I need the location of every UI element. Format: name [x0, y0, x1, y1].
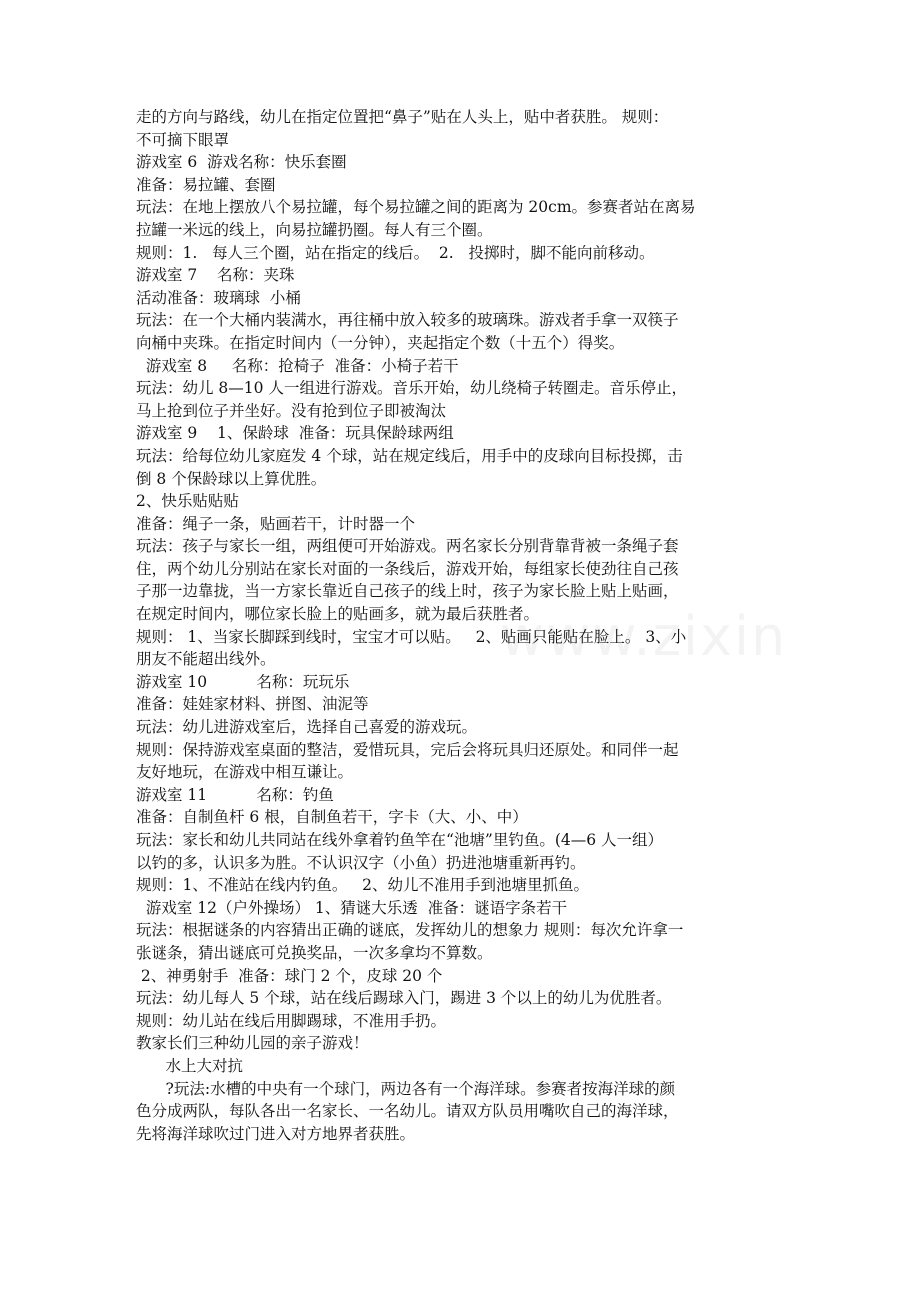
text-line: 规则：幼儿站在线后用脚踢球，不准用手扔。 — [136, 1011, 447, 1030]
text-line: 规则：保持游戏室桌面的整洁，爱惜玩具，完后会将玩具归还原处。和同伴一起 — [136, 740, 679, 759]
text-line: 规则：1、不准站在线内钓鱼。 2、幼儿不准用手到池塘里抓鱼。 — [136, 876, 590, 895]
text-line: 准备：娃娃家材料、拼图、油泥等 — [136, 695, 369, 714]
text-line: 友好地玩，在游戏中相互谦让。 — [136, 763, 354, 782]
text-line: 玩法：幼儿 8—10 人一组进行游戏。音乐开始，幼儿绕椅子转圈走。音乐停止， — [136, 379, 687, 398]
text-line: 游戏室 11 名称：钓鱼 — [136, 785, 334, 804]
text-line: 游戏室 10 名称：玩玩乐 — [136, 672, 350, 691]
text-line: 游戏室 6 游戏名称：快乐套圈 — [136, 153, 347, 172]
text-line: 先将海洋球吹过门进入对方地界者获胜。 — [136, 1124, 416, 1143]
text-line: 教家长们三种幼儿园的亲子游戏！ — [136, 1034, 369, 1053]
text-line: 玩法：在地上摆放八个易拉罐，每个易拉罐之间的距离为 20cm。参赛者站在离易 — [136, 198, 696, 217]
text-line: 以钓的多，认识多为胜。不认识汉字（小鱼）扔进池塘重新再钓。 — [136, 853, 586, 872]
text-line: 玩法：幼儿进游戏室后，选择自己喜爱的游戏玩。 — [136, 718, 478, 737]
text-line: 色分成两队，每队各出一名家长、一名幼儿。请双方队员用嘴吹自己的海洋球， — [136, 1102, 679, 1121]
text-line: 玩法：幼儿每人 5 个球，站在线后踢球入门，踢进 3 个以上的幼儿为优胜者。 — [136, 989, 672, 1008]
text-line: 朋友不能超出线外。 — [136, 650, 276, 669]
text-line: 游戏室 12（户外操场） 1、猜谜大乐透 准备：谜语字条若干 — [136, 898, 568, 917]
text-line: 游戏室 8 名称：抢椅子 准备：小椅子若干 — [136, 356, 459, 375]
text-line: 走的方向与路线，幼儿在指定位置把“鼻子”贴在人头上，贴中者获胜。 规则： — [136, 108, 669, 126]
text-line: 张谜条，猜出谜底可兑换奖品，一次多拿均不算数。 — [136, 943, 493, 962]
text-line: 准备：绳子一条，贴画若干，计时器一个 — [136, 514, 416, 533]
text-line: 活动准备：玻璃球 小桶 — [136, 288, 301, 307]
text-line: 住，两个幼儿分别站在家长对面的一条线后，游戏开始，每组家长使劲往自己孩 — [136, 559, 679, 578]
text-line: 玩法：根据谜条的内容猜出正确的谜底，发挥幼儿的想象力 规则：每次允许拿一 — [136, 921, 684, 940]
text-line: 游戏室 7 名称：夹珠 — [136, 266, 295, 285]
text-line: 2、快乐贴贴贴 — [136, 492, 239, 511]
text-line: 拉罐一米远的线上，向易拉罐扔圈。每人有三个圈。 — [136, 220, 493, 239]
text-line: 子那一边靠拢，当一方家长靠近自己孩子的线上时，孩子为家长脸上贴上贴画， — [136, 582, 679, 601]
text-line: 玩法：孩子与家长一组，两组便可开始游戏。两名家长分别背靠背被一条绳子套 — [136, 537, 679, 556]
text-line: ?玩法:水槽的中央有一个球门，两边各有一个海洋球。参赛者按海洋球的颜 — [136, 1079, 676, 1098]
text-line: 玩法：给每位幼儿家庭发 4 个球，站在规定线后，用手中的皮球向目标投掷，击 — [136, 446, 683, 465]
text-line: 倒 8 个保龄球以上算优胜。 — [136, 469, 327, 488]
text-line: 玩法：在一个大桶内装满水，再往桶中放入较多的玻璃珠。游戏者手拿一双筷子 — [136, 311, 679, 330]
text-line: 2、神勇射手 准备：球门 2 个，皮球 20 个 — [136, 966, 443, 985]
document-body — [136, 106, 796, 1145]
text-line: 准备：自制鱼杆 6 根，自制鱼若干，字卡（大、小、中） — [136, 808, 528, 827]
text-line: 玩法：家长和幼儿共同站在线外拿着钓鱼竿在“池塘”里钓鱼。(4—6 人一组） — [136, 831, 664, 849]
text-line: 在规定时间内，哪位家长脸上的贴画多，就为最后获胜者。 — [136, 605, 540, 624]
text-line: 规则：1. 每人三个圈，站在指定的线后。 2. 投掷时，脚不能向前移动。 — [136, 243, 655, 262]
text-line: 向桶中夹珠。在指定时间内（一分钟），夹起指定个数（十五个）得奖。 — [136, 333, 625, 352]
text-line: 游戏室 9 1、保龄球 准备：玩具保龄球两组 — [136, 424, 454, 443]
text-line: 规则： 1、当家长脚踩到线时，宝宝才可以贴。 2、贴画只能贴在脸上。 3、小 — [136, 627, 687, 646]
text-line: 不可摘下眼罩 — [136, 130, 230, 149]
text-line: 马上抢到位子并坐好。没有抢到位子即被淘汰 — [136, 401, 447, 420]
text-line: 准备：易拉罐、套圈 — [136, 175, 276, 194]
text-line: 水上大对抗 — [136, 1056, 244, 1075]
